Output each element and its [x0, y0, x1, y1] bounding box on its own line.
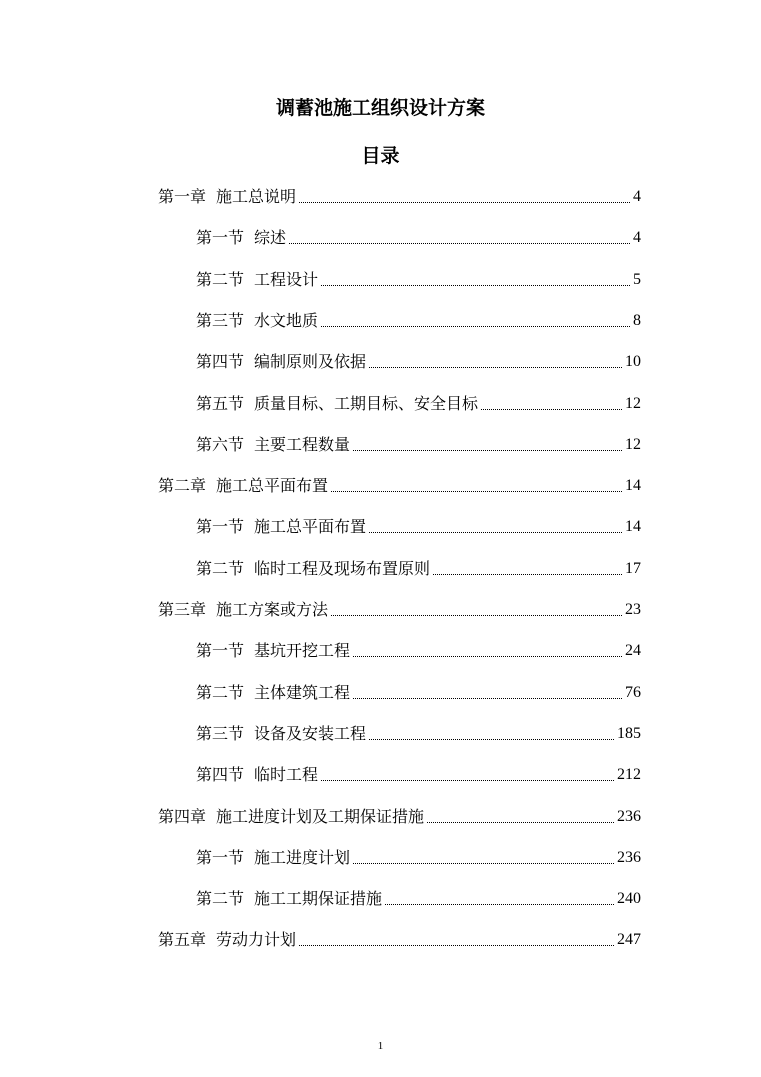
- toc-entry-section[interactable]: [196, 383, 641, 415]
- toc-entry-page: 12: [625, 394, 641, 412]
- toc-entry-label: 第二节: [196, 558, 245, 578]
- toc-entry-title: 主要工程数量: [254, 434, 351, 454]
- toc-entry-page: 8: [633, 311, 641, 329]
- toc-leader-dots: [481, 408, 622, 410]
- toc-entry-label: 第一节: [196, 641, 245, 661]
- toc-entry-chapter[interactable]: [158, 919, 641, 951]
- toc-leader-dots: [369, 738, 614, 740]
- toc-entry-title: 劳动力计划: [216, 930, 297, 950]
- toc-leader-dots: [353, 862, 614, 864]
- toc-entry-title: 综述: [254, 228, 287, 248]
- toc-entry-page: 5: [633, 270, 641, 288]
- toc-leader-dots: [321, 779, 614, 781]
- toc-entry-label: 第五章: [158, 930, 207, 950]
- toc-entry-title: 临时工程: [254, 765, 319, 785]
- toc-leader-dots: [353, 697, 622, 699]
- toc-entry-page: 185: [617, 724, 641, 742]
- toc-leader-dots: [331, 614, 622, 616]
- toc-entry-section[interactable]: [196, 630, 641, 662]
- toc-entry-chapter[interactable]: [158, 465, 641, 497]
- toc-leader-dots: [353, 655, 622, 657]
- toc-entry-section[interactable]: [196, 713, 641, 745]
- toc-entry-page: 24: [625, 642, 641, 660]
- toc-entry-section[interactable]: [196, 548, 641, 580]
- toc-leader-dots: [353, 449, 622, 451]
- toc-entry-label: 第二章: [158, 476, 207, 496]
- toc-entry-page: 12: [625, 435, 641, 453]
- toc-entry-section[interactable]: [196, 259, 641, 291]
- toc-leader-dots: [369, 366, 622, 368]
- toc-entry-label: 第一节: [196, 847, 245, 867]
- toc-entry-page: 4: [633, 229, 641, 247]
- toc-entry-section[interactable]: [196, 300, 641, 332]
- toc-entry-label: 第六节: [196, 434, 245, 454]
- toc-entry-page: 212: [617, 766, 641, 784]
- toc-leader-dots: [331, 490, 622, 492]
- toc-entry-title: 工程设计: [254, 269, 319, 289]
- toc-entry-title: 设备及安装工程: [254, 723, 367, 743]
- toc-entry-label: 第五节: [196, 393, 245, 413]
- toc-entry-title: 施工工期保证措施: [254, 889, 383, 909]
- toc-entry-page: 240: [617, 890, 641, 908]
- toc-entry-label: 第三章: [158, 600, 207, 619]
- toc-entry-page: 10: [625, 353, 641, 371]
- toc-entry-section[interactable]: [196, 424, 641, 456]
- toc-entry-chapter[interactable]: [158, 589, 641, 621]
- toc-entry-title: 编制原则及依据: [254, 352, 367, 372]
- toc-entry-title: 施工进度计划及工期保证措施: [216, 806, 425, 826]
- toc-leader-dots: [369, 531, 622, 533]
- toc-entry-label: 第三节: [196, 310, 245, 330]
- toc-entry-page: 76: [625, 683, 641, 701]
- toc-entry-title: 临时工程及现场布置原则: [254, 558, 431, 578]
- toc-entry-section[interactable]: [196, 837, 641, 869]
- toc-entry-label: 第三节: [196, 723, 245, 743]
- toc-entry-page: 4: [633, 188, 641, 205]
- toc-entry-label: 第二节: [196, 682, 245, 702]
- toc-entry-section[interactable]: [196, 878, 641, 910]
- toc-entry-page: 14: [625, 518, 641, 536]
- toc-leader-dots: [385, 903, 614, 905]
- toc-leader-dots: [299, 201, 630, 203]
- toc-entry-chapter[interactable]: [158, 176, 641, 208]
- toc-leader-dots: [299, 944, 614, 946]
- toc-entry-chapter[interactable]: [158, 796, 641, 828]
- toc-entry-title: 施工总平面布置: [216, 476, 329, 496]
- document-title: 调蓄池施工组织设计方案: [275, 97, 485, 119]
- toc-entry-page: 236: [617, 848, 641, 866]
- toc-entry-page: 247: [617, 931, 641, 949]
- toc-entry-title: 质量目标、工期目标、安全目标: [254, 393, 479, 413]
- toc-entry-label: 第一节: [196, 517, 245, 537]
- toc-entry-title: 施工总平面布置: [254, 517, 367, 537]
- toc-entry-label: 第四节: [196, 765, 245, 785]
- toc-entry-title: 水文地质: [254, 310, 319, 330]
- toc-leader-dots: [427, 821, 614, 823]
- toc-heading: 目录: [361, 145, 400, 167]
- toc-entry-title: 主体建筑工程: [254, 682, 351, 702]
- toc-entry-label: 第一章: [158, 187, 207, 206]
- toc-entry-title: 施工方案或方法: [216, 600, 329, 619]
- toc-entry-page: 17: [625, 559, 641, 577]
- toc-leader-dots: [321, 325, 630, 327]
- toc-entry-title: 施工进度计划: [254, 847, 351, 867]
- toc-entry-label: 第四节: [196, 352, 245, 372]
- toc-entry-page: 14: [625, 477, 641, 495]
- toc-entry-title: 施工总说明: [216, 187, 297, 206]
- page-number: 1: [377, 1040, 384, 1052]
- toc-entry-section[interactable]: [196, 217, 641, 249]
- toc-entry-label: 第二节: [196, 889, 245, 909]
- toc-entry-label: 第一节: [196, 228, 245, 248]
- toc-entry-title: 基坑开挖工程: [254, 641, 351, 661]
- toc-leader-dots: [433, 573, 622, 575]
- toc-entry-page: 236: [617, 807, 641, 825]
- toc-leader-dots: [289, 242, 630, 244]
- toc-entry-section[interactable]: [196, 672, 641, 704]
- toc-entry-section[interactable]: [196, 341, 641, 373]
- toc-entry-label: 第四章: [158, 806, 207, 826]
- toc-entry-section[interactable]: [196, 506, 641, 538]
- toc-entry-label: 第二节: [196, 269, 245, 289]
- toc-entry-section[interactable]: [196, 754, 641, 786]
- toc-entry-page: 23: [625, 601, 641, 618]
- toc-leader-dots: [321, 284, 630, 286]
